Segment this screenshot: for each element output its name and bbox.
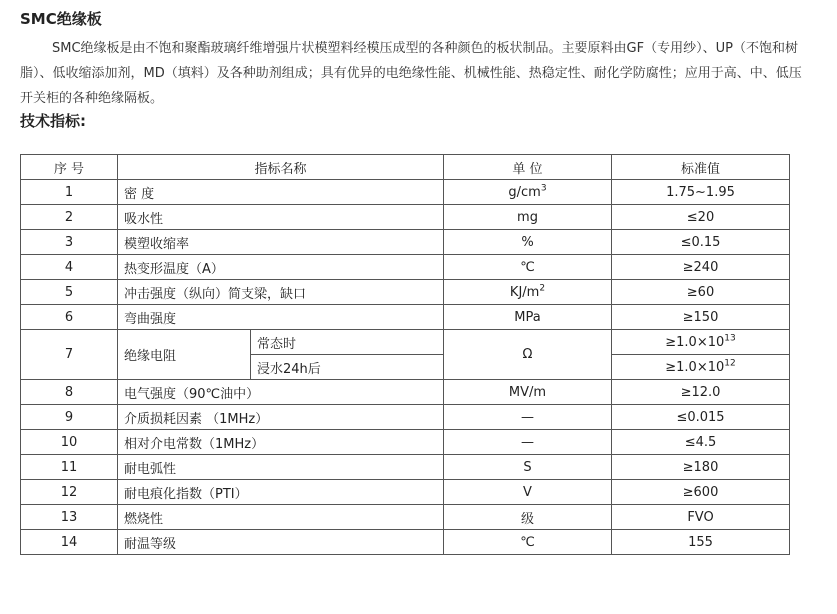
row-sub-condition: 常态时 (251, 330, 444, 355)
header-no: 序 号 (21, 155, 118, 180)
header-name: 指标名称 (118, 155, 444, 180)
row-sub-condition: 浸水24h后 (251, 355, 444, 380)
row-number: 10 (21, 430, 118, 455)
table-row (21, 380, 790, 405)
intro-paragraph: SMC绝缘板是由不饱和聚酯玻璃纤维增强片状模塑料经模压成型的各种颜色的板状制品。主要原料由GF（专用纱）、UP（不饱和树脂）、低收缩添加剂，MD（填料）及各种助剂组成；具有优异的电绝缘性能、机械性能、热稳定性、耐化学防腐性；应用于高、中、低压开关柜的各种绝缘隔板。 (20, 41, 802, 106)
row-unit: Ω (444, 330, 612, 380)
row-number: 8 (21, 380, 118, 405)
row-value: ≥180 (612, 455, 790, 480)
row-unit (444, 455, 612, 480)
row-name: 介质损耗因素 （1MHz） (118, 405, 444, 430)
row-value: 1.75~1.95 (612, 180, 790, 205)
row-name: 热变形温度（A） (118, 255, 444, 280)
row-number: 11 (21, 455, 118, 480)
row-unit (444, 380, 612, 405)
row-number: 13 (21, 505, 118, 530)
row-number: 12 (21, 480, 118, 505)
row-unit (444, 405, 612, 430)
row-value: ≥600 (612, 480, 790, 505)
table-row (21, 180, 790, 205)
row-value: ≥12.0 (612, 380, 790, 405)
row-unit-exponent: 2 (539, 283, 546, 294)
header-value: 标准值 (612, 155, 790, 180)
row-value (612, 355, 790, 380)
table-row (21, 430, 790, 455)
table-row (21, 405, 790, 430)
row-unit-base: S (523, 459, 532, 475)
row-number: 4 (21, 255, 118, 280)
table-row (21, 530, 790, 555)
row-number: 14 (21, 530, 118, 555)
row-unit (444, 280, 612, 305)
row-number: 7 (21, 330, 118, 380)
row-value-base: ≥1.0×10 (665, 334, 725, 350)
row-name: 弯曲强度 (118, 305, 444, 330)
row-unit (444, 180, 612, 205)
row-number: 3 (21, 230, 118, 255)
row-unit (444, 480, 612, 505)
row-name: 吸水性 (118, 205, 444, 230)
row-unit (444, 230, 612, 255)
table-header-row (21, 155, 790, 180)
table-row (21, 480, 790, 505)
row-name: 耐电弧性 (118, 455, 444, 480)
row-unit (444, 205, 612, 230)
table-row (21, 455, 790, 480)
row-unit-base: g/cm (508, 184, 541, 200)
row-name: 相对介电常数（1MHz） (118, 430, 444, 455)
row-number: 1 (21, 180, 118, 205)
row-unit-base: — (521, 434, 534, 450)
row-value: FVO (612, 505, 790, 530)
row-unit-base: KJ/m (509, 284, 540, 300)
row-unit (444, 255, 612, 280)
row-unit-base: V (523, 484, 532, 500)
table-body (21, 180, 790, 555)
row-name: 燃烧性 (118, 505, 444, 530)
row-unit-base: mg (517, 209, 538, 225)
row-unit (444, 430, 612, 455)
row-value: ≤0.015 (612, 405, 790, 430)
row-unit-base: MV/m (508, 384, 547, 400)
row-unit-exponent: 3 (540, 183, 547, 194)
row-name: 电气强度（90℃油中） (118, 380, 444, 405)
row-value: ≤0.15 (612, 230, 790, 255)
row-number: 2 (21, 205, 118, 230)
row-number: 6 (21, 305, 118, 330)
row-name: 耐电痕化指数（PTI） (118, 480, 444, 505)
row-value (612, 330, 790, 355)
row-name: 冲击强度（纵向）简支梁，缺口 (118, 280, 444, 305)
table-row (21, 280, 790, 305)
table-row (21, 305, 790, 330)
row-value-exponent: 13 (724, 333, 736, 344)
row-unit (444, 530, 612, 555)
row-value-exponent: 12 (724, 358, 736, 369)
row-unit-base: — (521, 409, 534, 425)
header-unit: 单 位 (444, 155, 612, 180)
row-value: 155 (612, 530, 790, 555)
table-row (21, 205, 790, 230)
table-row (21, 230, 790, 255)
row-unit-base: ℃ (520, 534, 535, 550)
row-value: ≥240 (612, 255, 790, 280)
row-name: 模塑收缩率 (118, 230, 444, 255)
spec-table (20, 154, 790, 555)
row-value: ≥60 (612, 280, 790, 305)
row-unit-base: ℃ (520, 259, 535, 275)
row-value-base: ≥1.0×10 (665, 359, 725, 375)
table-row (21, 505, 790, 530)
row-name: 密 度 (118, 180, 444, 205)
row-unit (444, 305, 612, 330)
row-number: 5 (21, 280, 118, 305)
row-unit-base: % (521, 234, 534, 250)
table-row (21, 330, 790, 355)
row-value: ≥150 (612, 305, 790, 330)
row-number: 9 (21, 405, 118, 430)
row-name: 绝缘电阻 (118, 330, 251, 380)
row-value: ≤20 (612, 205, 790, 230)
page-title: SMC绝缘板 (20, 10, 102, 28)
row-unit-base: MPa (514, 309, 541, 325)
row-unit-base: 级 (520, 511, 534, 527)
row-name: 耐温等级 (118, 530, 444, 555)
row-unit (444, 505, 612, 530)
table-row (21, 255, 790, 280)
section-heading: 技术指标: (20, 112, 86, 130)
row-value: ≤4.5 (612, 430, 790, 455)
